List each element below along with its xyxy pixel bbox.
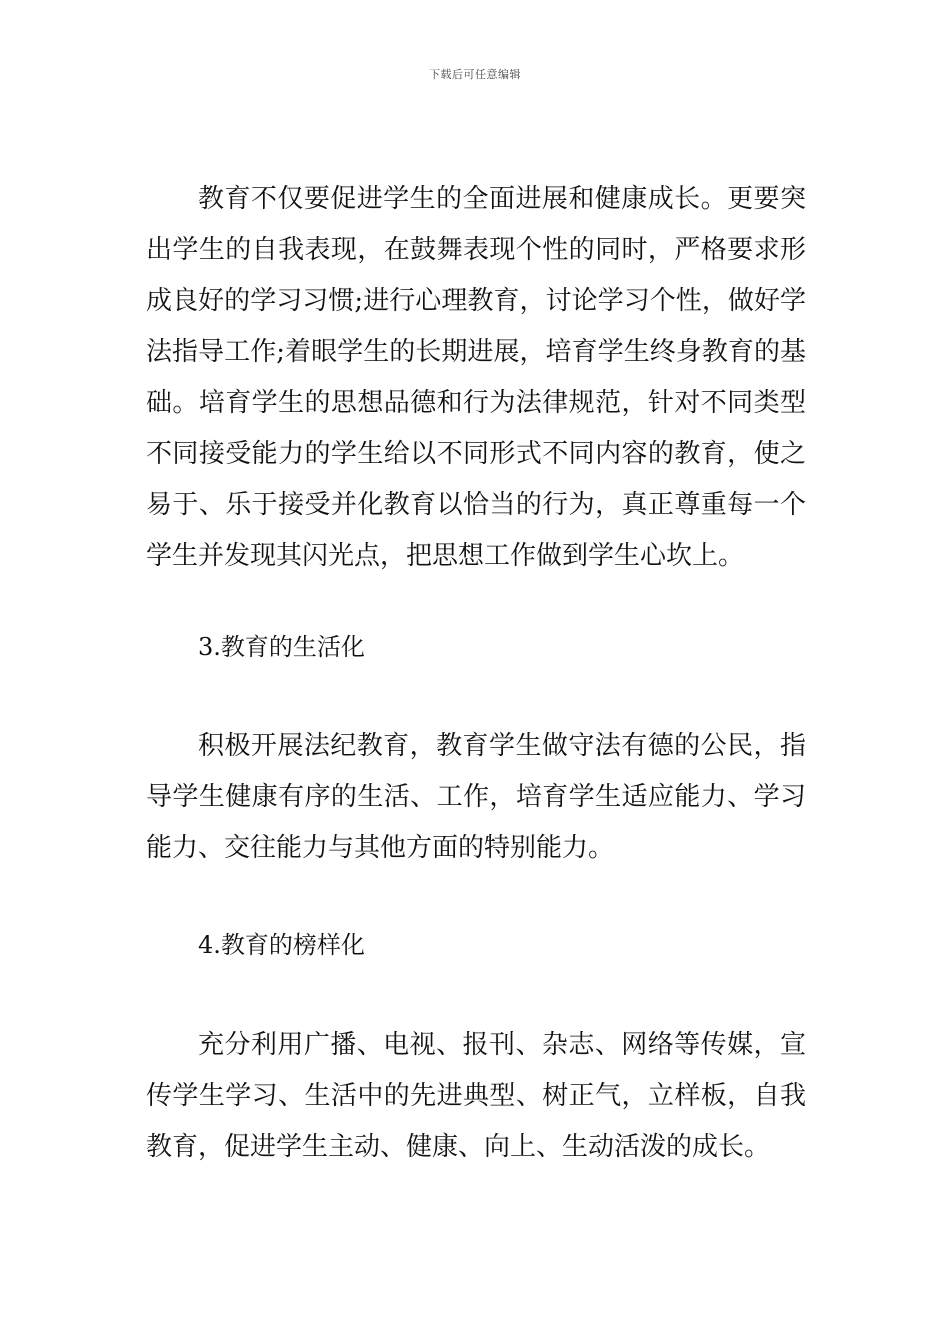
body-paragraph: 充分利用广播、电视、报刊、杂志、网络等传媒，宣传学生学习、生活中的先进典型、树正气，立样板，自我教育，促进学生主动、健康、向上、生动活泼的成长。 (146, 1030, 806, 1162)
section-heading: 3.教育的生活化 (198, 633, 365, 661)
page-header: 下载后可任意编辑 (429, 68, 521, 81)
body-paragraph: 积极开展法纪教育，教育学生做守法有德的公民，指导学生健康有序的生活、工作，培育学生适应能力、学习能力、交往能力与其他方面的特别能力。 (146, 731, 806, 863)
section-heading: 4.教育的榜样化 (198, 931, 365, 959)
body-paragraph: 教育不仅要促进学生的全面进展和健康成长。更要突出学生的自我表现，在鼓舞表现个性的同时，严格要求形成良好的学习习惯;进行心理教育，讨论学习个性，做好学法指导工作;着眼学生的长期进展，培育学生终身教育的基础。培育学生的思想品德和行为法律规范，针对不同类型不同接受能力的学生给以不同形式不同内容的教育，使之易于、乐于接受并化教育以恰当的行为，真正尊重每一个学生并发现其闪光点，把思想工作做到学生心坎上。 (146, 184, 806, 571)
